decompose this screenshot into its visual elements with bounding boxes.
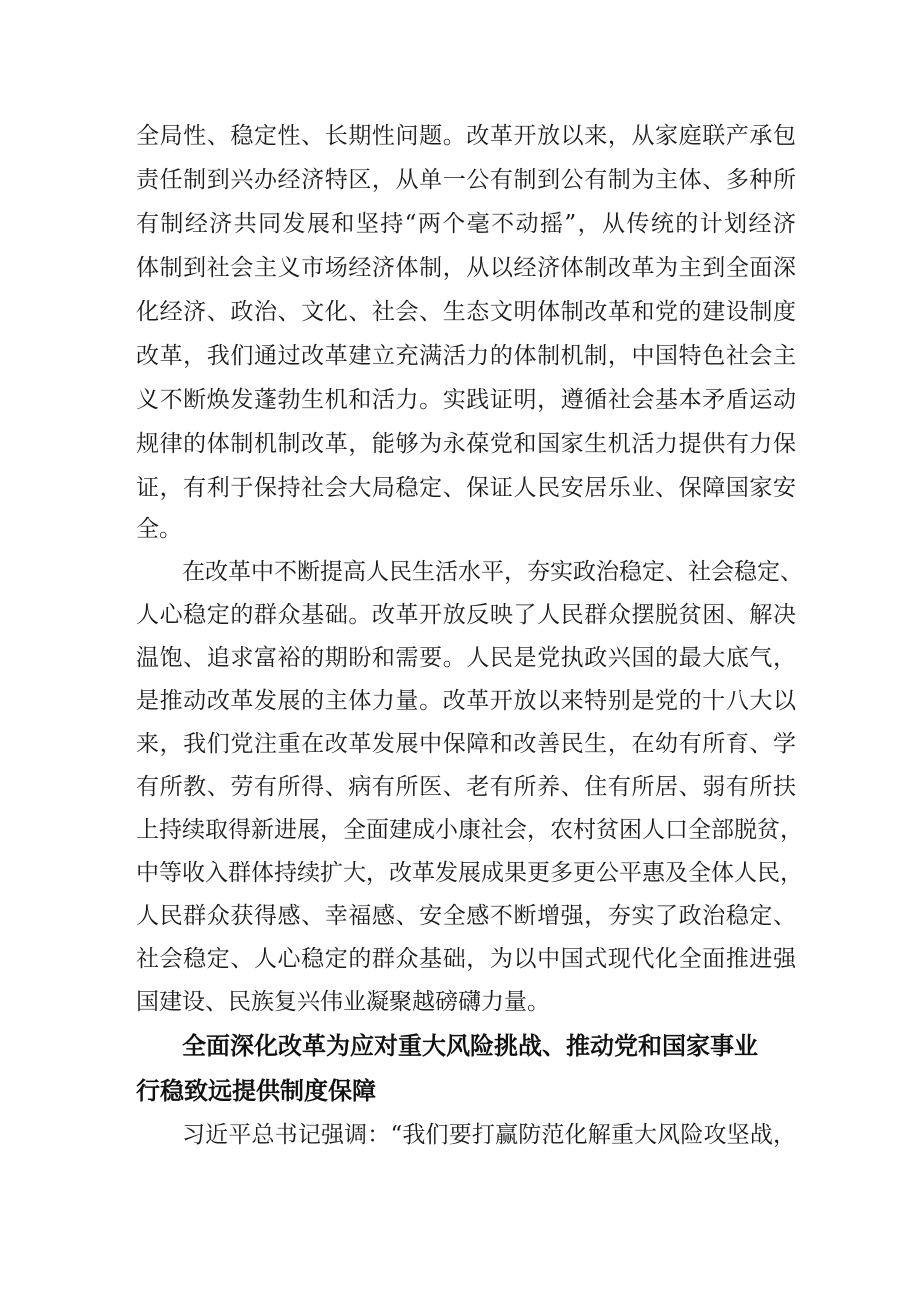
- paragraph-line: 规律的体制机制改革，能够为永葆党和国家生机活力提供有力保: [136, 431, 796, 457]
- paragraph-line: 义不断焕发蓬勃生机和活力。实践证明，遵循社会基本矛盾运动: [136, 387, 796, 413]
- paragraph-line: 改革，我们通过改革建立充满活力的体制机制，中国特色社会主: [136, 343, 796, 369]
- paragraph-line: 全。: [136, 516, 182, 542]
- heading-line: 全面深化改革为应对重大风险挑战、推动党和国家事业: [182, 1032, 758, 1060]
- paragraph-line: 人民群众获得感、幸福感、安全感不断增强，夯实了政治稳定、: [136, 903, 796, 929]
- paragraph-line: 有制经济共同发展和坚持“两个毫不动摇”，从传统的计划经济: [136, 211, 796, 237]
- paragraph-line: 习近平总书记强调：“我们要打赢防范化解重大风险攻坚战，: [182, 1122, 796, 1148]
- paragraph-line: 体制到社会主义市场经济体制，从以经济体制改革为主到全面深: [136, 255, 796, 281]
- paragraph-line: 有所教、劳有所得、病有所医、老有所养、住有所居、弱有所扶: [136, 774, 796, 800]
- paragraph-line: 证，有利于保持社会大局稳定、保证人民安居乐业、保障国家安: [136, 475, 796, 501]
- paragraph-line: 是推动改革发展的主体力量。改革开放以来特别是党的十八大以: [136, 688, 796, 714]
- paragraph-line: 来，我们党注重在改革发展中保障和改善民生，在幼有所育、学: [136, 731, 796, 757]
- heading-line: 行稳致远提供制度保障: [136, 1077, 376, 1105]
- paragraph-line: 上持续取得新进展，全面建成小康社会，农村贫困人口全部脱贫，: [136, 817, 803, 843]
- paragraph-line: 社会稳定、人心稳定的群众基础，为以中国式现代化全面推进强: [136, 946, 796, 972]
- paragraph-line: 化经济、政治、文化、社会、生态文明体制改革和党的建设制度: [136, 299, 796, 325]
- paragraph-line: 全局性、稳定性、长期性问题。改革开放以来，从家庭联产承包: [136, 123, 796, 149]
- paragraph-line: 温饱、追求富裕的期盼和需要。人民是党执政兴国的最大底气，: [136, 645, 796, 671]
- paragraph-line: 在改革中不断提高人民生活水平，夯实政治稳定、社会稳定、: [182, 559, 803, 585]
- paragraph-line: 责任制到兴办经济特区，从单一公有制到公有制为主体、多种所: [136, 167, 796, 193]
- paragraph-line: 人心稳定的群众基础。改革开放反映了人民群众摆脱贫困、解决: [136, 602, 796, 628]
- paragraph-line: 国建设、民族复兴伟业凝聚越磅礴力量。: [136, 989, 550, 1015]
- paragraph-line: 中等收入群体持续扩大，改革发展成果更多更公平惠及全体人民，: [136, 860, 803, 886]
